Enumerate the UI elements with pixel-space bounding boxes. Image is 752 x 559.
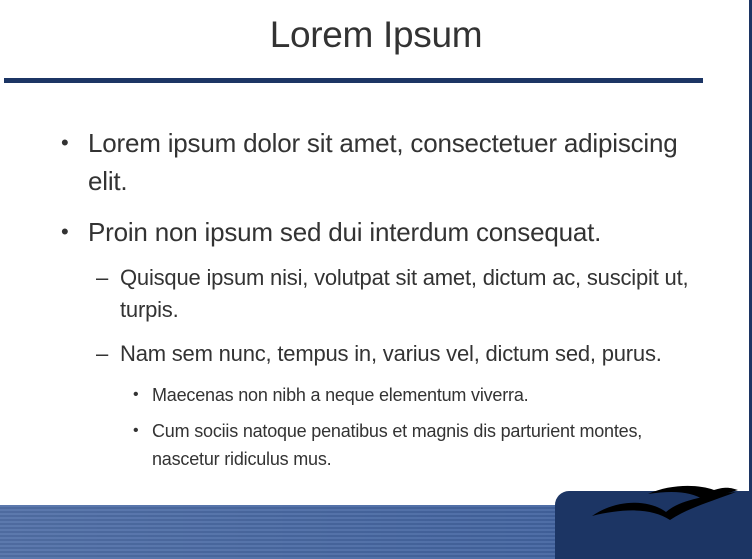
bullet-text: Maecenas non nibh a neque elementum viverra. (152, 385, 529, 405)
dash-marker: – (96, 265, 109, 290)
bullet-level-1 (60, 124, 700, 200)
bullet-marker: • (61, 130, 69, 155)
slide-content (60, 124, 700, 473)
slide-title: Lorem Ipsum (269, 14, 483, 55)
seagull-logo-icon (588, 478, 738, 528)
bullet-text: Cum sociis natoque penatibus et magnis dis parturient montes, nascetur ridiculus mus. (152, 421, 643, 469)
bullet-marker: • (133, 386, 139, 403)
bullet-text: Nam sem nunc, tempus in, varius vel, dictum sed, purus. (120, 341, 662, 366)
bullet-marker: • (133, 422, 139, 439)
bullet-level-2 (60, 262, 700, 326)
bullet-level-3 (60, 381, 700, 409)
bullet-level-3 (60, 417, 700, 473)
bullet-marker: • (61, 219, 69, 244)
bullet-text: Proin non ipsum sed dui interdum consequat. (88, 217, 602, 247)
dash-marker: – (96, 341, 109, 366)
title-divider (4, 78, 703, 83)
bullet-text: Lorem ipsum dolor sit amet, consectetuer adipiscing elit. (88, 128, 678, 196)
bullet-level-2 (60, 338, 700, 370)
bullet-level-1 (60, 213, 700, 251)
bullet-text: Quisque ipsum nisi, volutpat sit amet, dictum ac, suscipit ut, turpis. (120, 265, 689, 322)
